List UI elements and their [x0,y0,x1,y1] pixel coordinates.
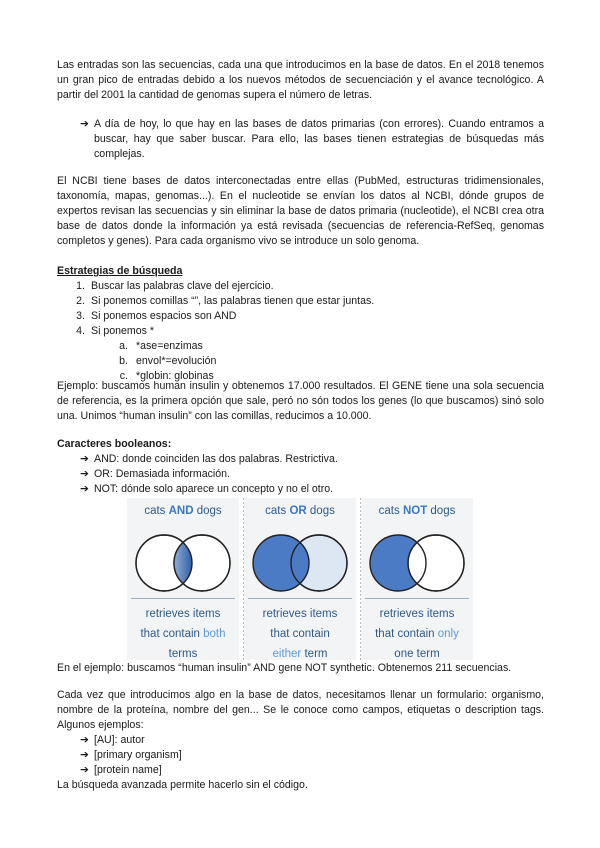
venn-diagram-not [361,526,473,596]
venn-panel-or [244,498,356,660]
example1-paragraph: Ejemplo: buscamos human insulin y obtenemos 17.000 resultados. El GENE tiene una sola secuencia de referencia, es la primera opción que sale, peró no són todos los genes (lo que buscamos) sinó solo una. Unimos “human insulin” con las comillas, reducimos a 10.000. [57,380,544,422]
list-item: 1. Buscar las palabras clave del ejercicio. [76,280,274,292]
arrow-icon: ➔ [80,468,89,480]
list-item: ➔ AND: donde coinciden las dos palabras. Restrictiva. [80,453,338,465]
advanced-paragraph: La búsqueda avanzada permite hacerlo sin el código. [57,779,308,791]
list-item: ➔ [AU]: autor [80,734,145,746]
venn-title-or: cats OR dogs [265,505,335,517]
sub-list-item: c. *globin: globinas [119,370,214,382]
list-item: 2. Si ponemos comillas “”, las palabras tienen que estar juntas. [76,295,375,307]
venn-caption-or: retrieves items that contain either term [262,608,338,660]
venn-panel-and [127,498,239,660]
sub-list-item: a. *ase=enzimas [119,340,203,352]
venn-caption-and: retrieves items that contain both terms [140,608,226,660]
booleans-section [57,437,544,497]
tags-list [57,733,544,778]
arrow-icon: ➔ [80,734,89,746]
list-item: ➔ [primary organism] [80,749,182,761]
arrow-icon: ➔ [80,764,89,776]
arrow-icon: ➔ [80,749,89,761]
venn-diagram-or [244,526,356,596]
fields-paragraph: Cada vez que introducimos algo en la base de datos, necesitamos llenar un formulario: organismo, nombre de la proteína, nombre del gen... Se le conoce como campos, etiquetas o description tags. Algunos ejemplos: [57,689,544,731]
boolean-venn-figure [127,498,473,660]
strategies-section [57,264,544,384]
venn-caption-not: retrieves items that contain only one term [375,608,459,660]
list-item: ➔ OR: Demasiada información. [80,468,231,480]
list-item: 3. Si ponemos espacios son AND [76,310,237,322]
ncbi-paragraph: El NCBI tiene bases de datos interconectadas entre ellas (PubMed, estructuras tridimensionales, taxonomía, mapas, genomas...). En el nucleotide se envían los datos al NCBI, dónde grupos de expertos revisan las secuencias y sin eliminar la base de datos primaria (nucleotide), el NCBI crea otra base de datos donde la información ya está revisada (secuencias de referencia-RefSeq, genomas completos y genes). Para cada organismo vivo se introduce un solo genoma. [57,175,544,247]
example2-paragraph: En el ejemplo: buscamos “human insulin” AND gene NOT synthetic. Obtenemos 211 secuencias. [57,662,512,674]
arrow-icon: ➔ [80,483,89,495]
strategies-heading: Estrategias de búsqueda [57,265,183,277]
arrow-icon: ➔ [80,118,89,130]
venn-diagram-and [127,526,239,596]
sub-list-item: b. envol*=evolución [119,355,217,367]
list-item: ➔ [protein name] [80,764,162,776]
note-bullet: ➔ A día de hoy, lo que hay en las bases de datos primarias (con errores). Cuando entramos a buscar, hay que saber buscar. Para ello, las bases tienen estrategias de búsquedas más complejas. [80,118,544,160]
arrow-icon: ➔ [80,453,89,465]
venn-title-and: cats AND dogs [144,505,222,517]
venn-panel-not [361,498,473,660]
list-item: ➔ NOT: dónde solo aparece un concepto y no el otro. [80,483,334,495]
list-item: 4. Si ponemos * [76,325,155,337]
venn-circle-left [253,535,309,591]
venn-title-not: cats NOT dogs [378,505,456,517]
intro-paragraph: Las entradas son las secuencias, cada una que introducimos en la base de datos. En el 2018 tenemos un gran pico de entradas debido a los nuevos métodos de secuenciación y el avance tecnológico. A partir del 2001 la cantidad de genomas supera el número de letras. [57,59,544,101]
booleans-heading: Caracteres booleanos: [57,438,172,450]
